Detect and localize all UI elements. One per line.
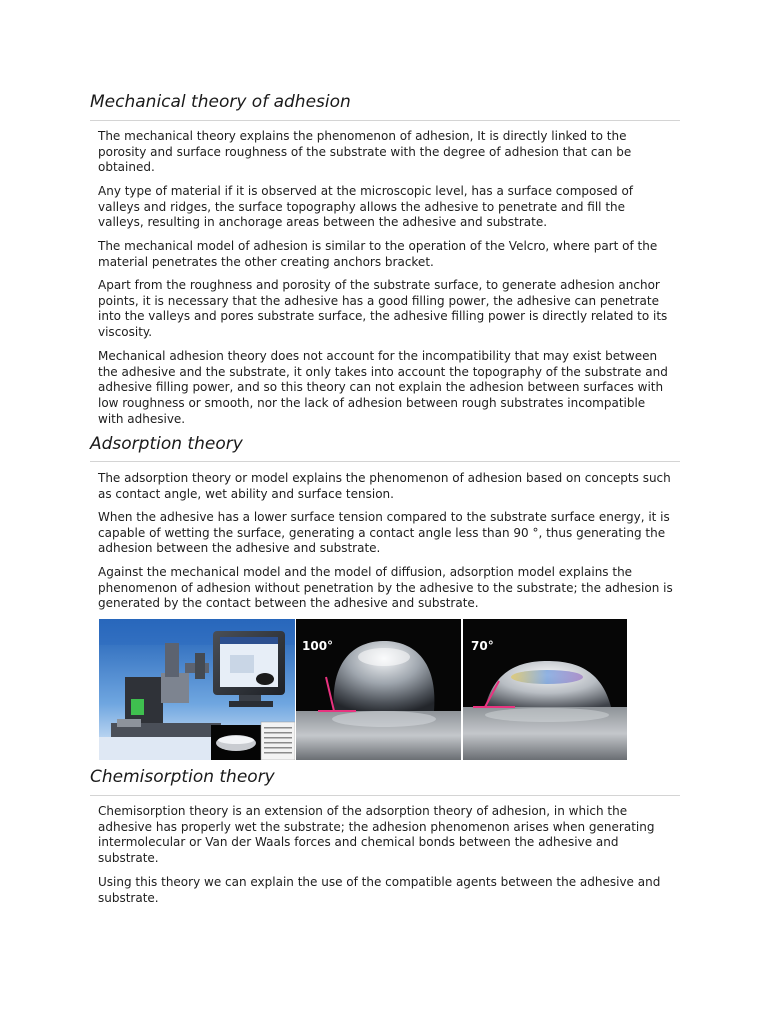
- paragraph: The mechanical model of adhesion is similar to the operation of the Velcro, where part of the material penetrates the other creating anchors bracket.: [98, 239, 658, 269]
- paragraph: Any type of material if it is observed at the microscopic level, has a surface composed of valleys and ridges, the surface topography allows the adhesive to penetrate and fill the valleys, resulting in anchorage areas between the adhesive and substrate.: [98, 184, 634, 230]
- angle-label-70: 70°: [471, 639, 494, 653]
- section-title-mechanical: Mechanical theory of adhesion: [90, 92, 351, 112]
- paragraph: When the adhesive has a lower surface tension compared to the substrate surface energy, it is capable of wetting the surface, generating a contact angle less than 90 °, thus generating the adhesion between the adhesive and substrate.: [98, 510, 670, 556]
- angle-label-100: 100°: [302, 639, 334, 653]
- paragraph: Mechanical adhesion theory does not account for the incompatibility that may exist between the adhesive and the substrate, it only takes into account the topography of the substrate and adhesive filling power, and so this theory can not explain the adhesion between surfaces with low roughness or smooth, nor the lack of adhesion between rough substrates incompatible with adhesive.: [98, 349, 668, 426]
- section-divider: [90, 461, 680, 462]
- section-divider: [90, 795, 680, 796]
- paragraph: Against the mechanical model and the model of diffusion, adsorption model explains the phenomenon of adhesion without penetration by the adhesive to the substrate; the adhesion is generated by the contact between the adhesive and substrate.: [98, 565, 673, 611]
- section-title-chemisorption: Chemisorption theory: [90, 767, 275, 787]
- paragraph: Apart from the roughness and porosity of the substrate surface, to generate adhesion anchor points, it is necessary that the adhesive has a good filling power, the adhesive can penetrate into the valleys and pores substrate surface, the adhesive filling power is directly related to its viscosity.: [98, 278, 668, 340]
- contact-angle-instrument-photo: [99, 619, 295, 760]
- paragraph: Using this theory we can explain the use of the compatible agents between the adhesive and substrate.: [98, 875, 661, 905]
- paragraph: The adsorption theory or model explains the phenomenon of adhesion based on concepts such as contact angle, wet ability and surface tension.: [98, 471, 671, 501]
- droplet-100-degree-photo: [296, 619, 461, 760]
- section-title-adsorption: Adsorption theory: [90, 434, 243, 454]
- paragraph: Chemisorption theory is an extension of the adsorption theory of adhesion, in which the adhesive has properly wet the substrate; the adhesion phenomenon arises when generating intermolecular or Van der Waals forces and chemical bonds between the adhesive and substrate.: [98, 804, 655, 866]
- droplet-70-degree-photo: [463, 619, 627, 760]
- paragraph: The mechanical theory explains the phenomenon of adhesion, It is directly linked to the porosity and surface roughness of the substrate with the degree of adhesion that can be obtained.: [98, 129, 632, 175]
- section-divider: [90, 120, 680, 121]
